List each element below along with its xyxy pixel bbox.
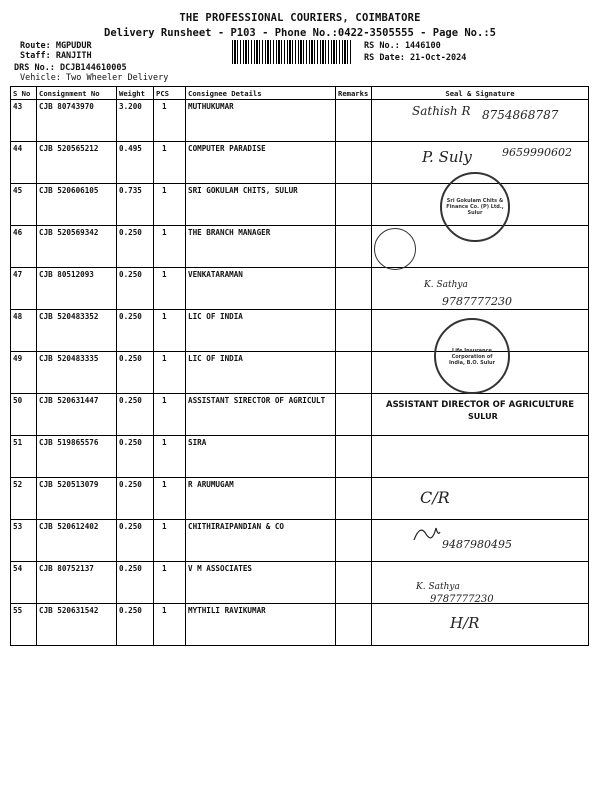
cell-consignee: VENKATARAMAN (186, 268, 336, 310)
partial-seal (374, 228, 416, 270)
handwritten-phone: 9787777230 (430, 594, 494, 605)
staff-label: Staff: RANJITH (20, 51, 92, 61)
delivery-table (10, 86, 589, 646)
cell-remarks (336, 394, 372, 436)
cell-pcs: 1 (154, 142, 186, 184)
handwritten-phone: 9659990602 (502, 146, 572, 159)
cell-weight: 0.250 (117, 604, 154, 646)
cell-weight: 3.200 (117, 100, 154, 142)
cell-sno: 44 (11, 142, 37, 184)
cell-sno: 55 (11, 604, 37, 646)
cell-consignment: CJB 80512093 (37, 268, 117, 310)
cell-sno: 54 (11, 562, 37, 604)
vehicle-label: Vehicle: Two Wheeler Delivery (20, 73, 169, 83)
cell-remarks (336, 226, 372, 268)
col-pcs: PCS (154, 87, 186, 100)
cell-sno: 47 (11, 268, 37, 310)
cell-sno: 46 (11, 226, 37, 268)
cell-pcs: 1 (154, 268, 186, 310)
handwritten-name: P. Suly (422, 148, 472, 166)
cell-consignee: ASSISTANT SIRECTOR OF AGRICULT (186, 394, 336, 436)
col-sno: S No (11, 87, 37, 100)
cell-sno: 52 (11, 478, 37, 520)
agri-stamp-line2: SULUR (468, 412, 498, 421)
table-row (11, 268, 589, 310)
cell-signature (372, 478, 589, 520)
col-seal: Seal & Signature (372, 87, 589, 100)
cell-consignment: CJB 520631447 (37, 394, 117, 436)
cell-consignment: CJB 519865576 (37, 436, 117, 478)
cell-pcs: 1 (154, 184, 186, 226)
table-row (11, 604, 589, 646)
rs-number: RS No.: 1446100 (364, 41, 441, 51)
col-remarks: Remarks (336, 87, 372, 100)
lic-seal-text: Life Insurance Corporation of India, B.O. Sulur (448, 348, 496, 366)
cell-remarks (336, 562, 372, 604)
col-consignee: Consignee Details (186, 87, 336, 100)
cell-signature (372, 310, 589, 366)
agri-stamp-line1: ASSISTANT DIRECTOR OF AGRICULTURE (386, 400, 575, 410)
cell-weight: 0.250 (117, 562, 154, 604)
handwritten-phone: 9487980495 (442, 538, 512, 551)
table-row (11, 184, 589, 226)
cell-signature (372, 352, 589, 394)
table-row (11, 394, 589, 436)
cell-consignment: CJB 80743970 (37, 100, 117, 142)
cell-consignment: CJB 520483352 (37, 310, 117, 352)
cell-weight: 0.250 (117, 268, 154, 310)
table-row (11, 310, 589, 352)
handwritten-name: K. Sathya (424, 280, 468, 290)
cell-signature (372, 562, 589, 604)
cell-signature (372, 436, 589, 478)
cell-consignment: CJB 80752137 (37, 562, 117, 604)
cell-remarks (336, 604, 372, 646)
cell-consignment: CJB 520513079 (37, 478, 117, 520)
cell-pcs: 1 (154, 310, 186, 352)
cell-pcs: 1 (154, 100, 186, 142)
cell-consignment: CJB 520569342 (37, 226, 117, 268)
cell-weight: 0.250 (117, 310, 154, 352)
cell-consignment: CJB 520483335 (37, 352, 117, 394)
cell-pcs: 1 (154, 226, 186, 268)
table-row (11, 520, 589, 562)
cell-weight: 0.250 (117, 520, 154, 562)
cell-remarks (336, 142, 372, 184)
cell-weight: 0.250 (117, 394, 154, 436)
table-row (11, 226, 589, 268)
cell-signature (372, 226, 589, 268)
cell-consignee: SRI GOKULAM CHITS, SULUR (186, 184, 336, 226)
rs-date: RS Date: 21-Oct-2024 (364, 53, 467, 63)
cell-consignee: LIC OF INDIA (186, 352, 336, 394)
handwritten-note: H/R (450, 614, 480, 632)
cell-remarks (336, 436, 372, 478)
company-title: THE PROFESSIONAL COURIERS, COIMBATORE (179, 12, 421, 24)
table-header-row (11, 87, 589, 100)
route-label: Route: MGPUDUR (20, 41, 92, 51)
cell-signature (372, 184, 589, 226)
cell-consignee: MYTHILI RAVIKUMAR (186, 604, 336, 646)
cell-consignment: CJB 520606105 (37, 184, 117, 226)
cell-sno: 53 (11, 520, 37, 562)
cell-remarks (336, 352, 372, 394)
cell-signature (372, 604, 589, 646)
cell-weight: 0.250 (117, 226, 154, 268)
cell-consignee: THE BRANCH MANAGER (186, 226, 336, 268)
cell-weight: 0.250 (117, 352, 154, 394)
col-consignment: Consignment No (37, 87, 117, 100)
col-weight: Weight (117, 87, 154, 100)
cell-consignee: CHITHIRAIPANDIAN & CO (186, 520, 336, 562)
table-row (11, 100, 589, 142)
cell-consignment: CJB 520631542 (37, 604, 117, 646)
cell-sno: 51 (11, 436, 37, 478)
cell-sno: 48 (11, 310, 37, 352)
cell-consignee: V M ASSOCIATES (186, 562, 336, 604)
cell-pcs: 1 (154, 394, 186, 436)
drs-label: DRS No.: DCJB144610005 (14, 63, 127, 73)
handwritten-phone: 9787777230 (442, 295, 512, 308)
cell-pcs: 1 (154, 562, 186, 604)
cell-sno: 43 (11, 100, 37, 142)
cell-sno: 45 (11, 184, 37, 226)
cell-pcs: 1 (154, 520, 186, 562)
cell-signature (372, 394, 589, 436)
table-row (11, 562, 589, 604)
gokulam-seal-text: Sri Gokulam Chits & Finance Co. (P) Ltd., Sulur (446, 198, 504, 216)
cell-remarks (336, 310, 372, 352)
cell-sno: 50 (11, 394, 37, 436)
cell-remarks (336, 184, 372, 226)
cell-pcs: 1 (154, 436, 186, 478)
cell-pcs: 1 (154, 352, 186, 394)
table-row (11, 142, 589, 184)
handwritten-name: Sathish R (412, 104, 471, 118)
cell-weight: 0.250 (117, 436, 154, 478)
cell-weight: 0.735 (117, 184, 154, 226)
cell-consignment: CJB 520612402 (37, 520, 117, 562)
cell-consignee: R ARUMUGAM (186, 478, 336, 520)
handwritten-phone: 8754868787 (482, 108, 559, 122)
cell-remarks (336, 268, 372, 310)
cell-weight: 0.250 (117, 478, 154, 520)
cell-pcs: 1 (154, 604, 186, 646)
cell-remarks (336, 100, 372, 142)
cell-consignee: LIC OF INDIA (186, 310, 336, 352)
cell-weight: 0.495 (117, 142, 154, 184)
handwritten-note: C/R (420, 488, 450, 507)
cell-signature (372, 520, 589, 562)
cell-consignee: SIRA (186, 436, 336, 478)
handwritten-name: K. Sathya (416, 582, 460, 592)
cell-signature (372, 100, 589, 142)
barcode (232, 40, 352, 64)
cell-pcs: 1 (154, 478, 186, 520)
runsheet-subtitle: Delivery Runsheet - P103 - Phone No.:0422-3505555 - Page No.:5 (104, 27, 496, 39)
table-row (11, 436, 589, 478)
signature-scribble (412, 522, 442, 544)
cell-signature (372, 268, 589, 310)
table-row (11, 352, 589, 394)
cell-remarks (336, 478, 372, 520)
cell-consignment: CJB 520565212 (37, 142, 117, 184)
cell-consignee: COMPUTER PARADISE (186, 142, 336, 184)
table-row (11, 478, 589, 520)
cell-sno: 49 (11, 352, 37, 394)
cell-consignee: MUTHUKUMAR (186, 100, 336, 142)
cell-remarks (336, 520, 372, 562)
